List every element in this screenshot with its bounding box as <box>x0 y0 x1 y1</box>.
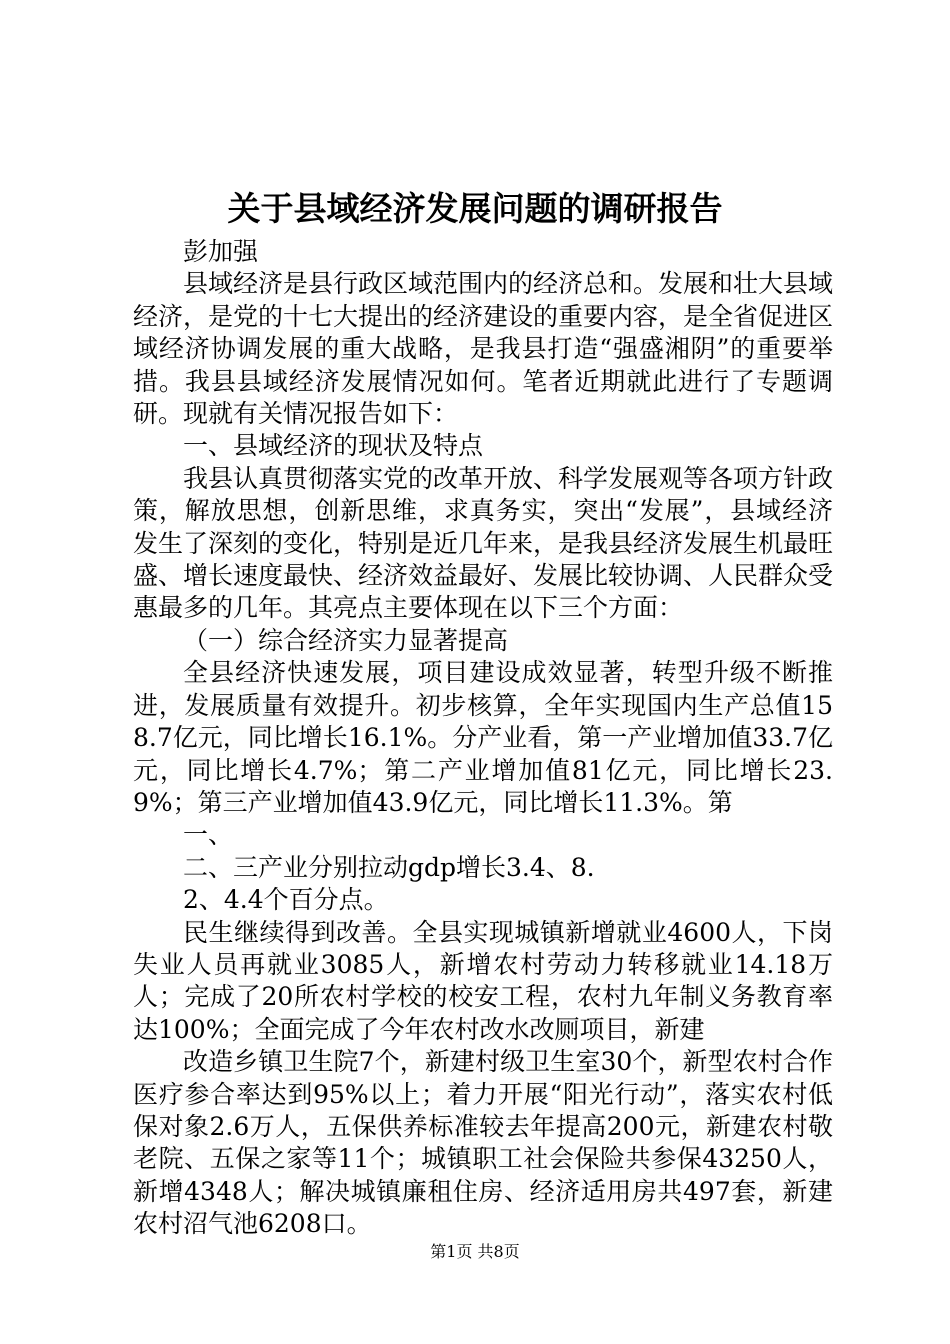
author-name: 彭加强 <box>183 237 259 266</box>
subsection-heading-1: （一）综合经济实力显著提高 <box>183 625 509 655</box>
document-title: 关于县域经济发展问题的调研报告 <box>227 189 723 228</box>
page-footer: 第1页 共8页 <box>430 1242 520 1261</box>
paragraph-economy: 全县经济快速发展，项目建设成效显著，转型升级不断推进，发展质量有效提升。初步核算，全年实现国内生产总值158.7亿元，同比增长16.1%。分产业看，第一产业增加值33.7亿元，同比增长4.7%；第二产业增加值81亿元，同比增长23.9%；第三产业增加值43.9亿元，同比增长11.3%。第 <box>133 658 833 817</box>
paragraph-healthcare: 改造乡镇卫生院7个，新建村级卫生室30个，新型农村合作医疗参合率达到95%以上；着力开展“阳光行动”，落实农村低保对象2.6万人，五保供养标准较去年提高200元，新建农村敬老院、五保之家等11个；城镇职工社会保险共参保43250人，新增4348人；解决城镇廉租住房、经济适用房共497套，新建农村沼气池6208口。 <box>133 1047 833 1239</box>
document-body <box>133 236 833 1241</box>
paragraph-fragment-2: 二、三产业分别拉动gdp增长3.4、8. <box>183 852 595 882</box>
paragraph-fragment-1: 一、 <box>183 820 234 850</box>
paragraph-intro: 县域经济是县行政区域范围内的经济总和。发展和壮大县域经济，是党的十七大提出的经济建设的重要内容，是全省促进区域经济协调发展的重大战略，是我县打造“强盛湘阴”的重要举措。我县县域经济发展情况如何。笔者近期就此进行了专题调研。现就有关情况报告如下： <box>133 269 834 429</box>
paragraph-section-1: 我县认真贯彻落实党的改革开放、科学发展观等各项方针政策，解放思想，创新思维，求真务实，突出“发展”，县域经济发生了深刻的变化，特别是近几年来，是我县经济发展生机最旺盛、增长速度最快、经济效益最好、发展比较协调、人民群众受惠最多的几年。其亮点主要体现在以下三个方面： <box>133 463 834 623</box>
paragraph-livelihood: 民生继续得到改善。全县实现城镇新增就业4600人，下岗失业人员再就业3085人，新增农村劳动力转移就业14.18万人；完成了20所农村学校的校安工程，农村九年制义务教育率达100%；全面完成了今年农村改水改厕项目，新建 <box>133 917 833 1044</box>
paragraph-fragment-3: 2、4.4个百分点。 <box>183 885 389 915</box>
section-heading-1: 一、县域经济的现状及特点 <box>183 431 484 461</box>
